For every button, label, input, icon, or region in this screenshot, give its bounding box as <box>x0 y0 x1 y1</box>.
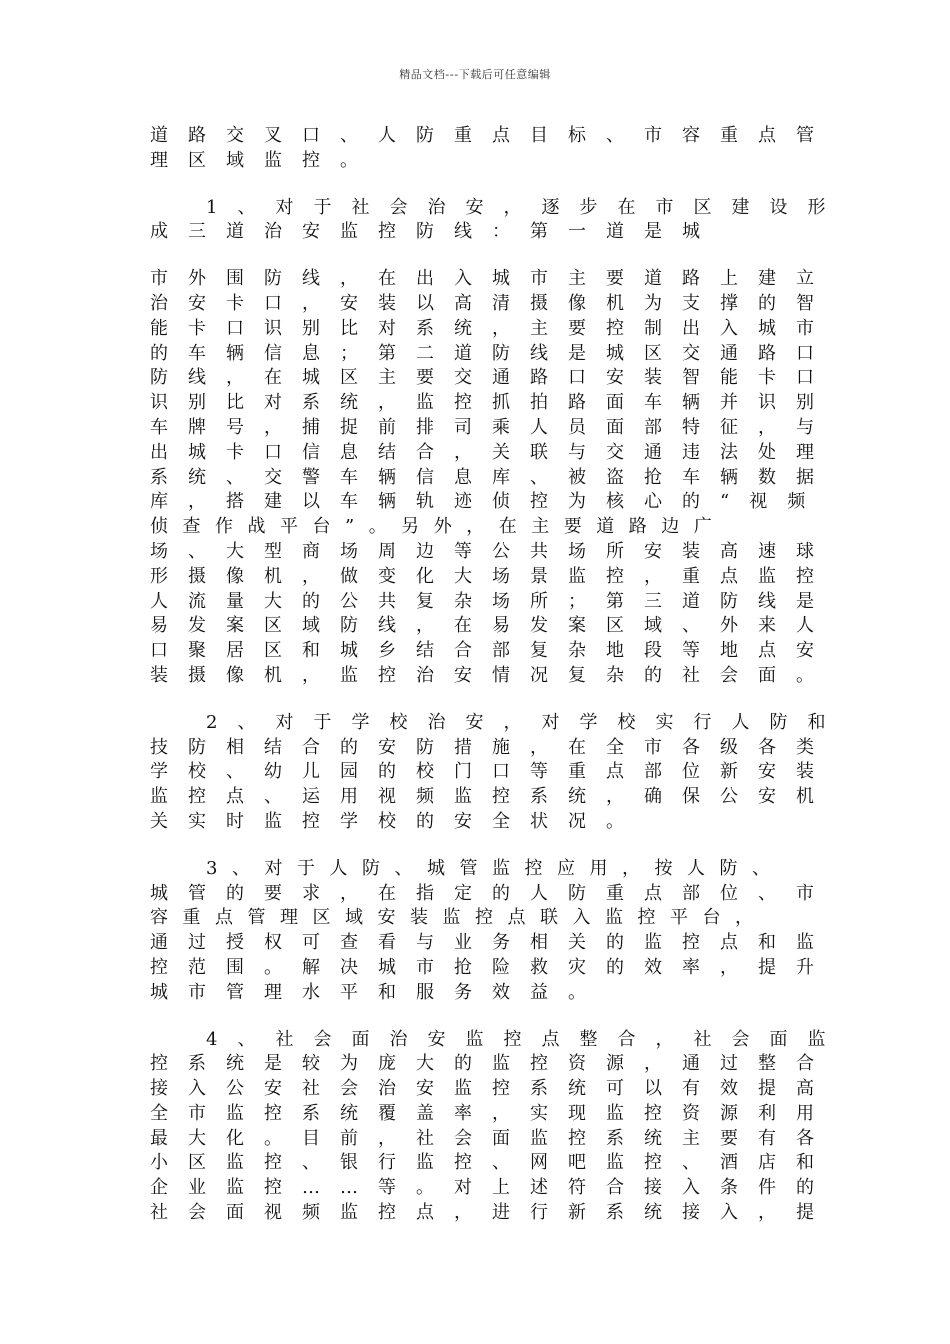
text-line: 企业监控……等。对上述符合接入条件的 <box>150 1177 834 1199</box>
text-line: 1、对于社会治安，逐步在市区建设形 <box>206 196 846 218</box>
text-line: 出城卡口信息结合，关联与交通违法处理 <box>150 441 834 463</box>
text-line: 关实时监控学校的安全状况。 <box>150 810 644 832</box>
text-line: 库，搭建以车辆轨迹侦控为核心的“视频 <box>150 491 826 513</box>
text-line: 全市监控系统覆盖率，实现监控资源利用 <box>150 1102 834 1124</box>
text-line: 市外围防线，在出入城市主要道路上建立 <box>150 268 834 290</box>
text-line: 形摄像机，做变化大场景监控，重点监控 <box>150 565 834 587</box>
text-line: 识别比对系统，监控抓拍路面车辆并识别 <box>150 392 834 414</box>
paragraph <box>150 267 834 689</box>
text-line: 人流量大的公共复杂场所；第三道防线是 <box>150 590 834 612</box>
text-line: 侦查作战平台”。另外，在主要道路边广 <box>150 516 727 538</box>
page-header: 精品文档---下载后可任意编辑 <box>399 68 551 81</box>
text-line: 易发案区域防线，在易发案区域、外来人 <box>150 615 834 637</box>
text-line: 道路交叉口、人防重点目标、市容重点管 <box>150 125 834 146</box>
text-line: 装摄像机，监控治安情况复杂的社会面。 <box>150 664 834 686</box>
text-line: 车牌号，捕捉前排司乘人员面部特征，与 <box>150 416 834 438</box>
paragraph <box>150 857 834 1006</box>
text-line: 监控点、运用视频监控系统，确保公安机 <box>150 786 834 808</box>
text-line: 4、社会面治安监控点整合，社会面监 <box>206 1028 846 1050</box>
text-line: 小区监控、银行监控、网吧监控、酒店和 <box>150 1152 834 1174</box>
text-line: 治安卡口，安装以高清摄像机为支撑的智 <box>150 292 834 314</box>
text-line: 3、对于人防、城管监控应用，按人防、 <box>206 857 785 879</box>
text-line: 通过授权可查看与业务相关的监控点和监 <box>150 932 834 954</box>
text-line: 的车辆信息；第二道防线是城区交通路口 <box>150 342 834 364</box>
text-line: 学校、幼儿园的校门口等重点部位新安装 <box>150 761 834 783</box>
paragraph <box>150 124 834 174</box>
text-line: 接入公安社会治安监控系统可以有效提高 <box>150 1078 834 1100</box>
paragraph <box>150 196 846 246</box>
text-line: 容重点管理区域安装监控点联入监控平台， <box>150 907 768 929</box>
text-line: 防线，在城区主要交通路口安装智能卡口 <box>150 367 834 389</box>
text-line: 系统、交警车辆信息库、被盗抢车辆数据 <box>150 466 834 488</box>
text-line: 2、对于学校治安，对学校实行人防和 <box>206 711 846 733</box>
document-body <box>150 124 846 1248</box>
text-line: 能卡口识别比对系统，主要控制出入城市 <box>150 317 834 339</box>
text-line: 最大化。目前，社会面监控系统主要有各 <box>150 1127 834 1149</box>
paragraph <box>150 711 846 835</box>
paragraph <box>150 1028 846 1226</box>
text-line: 场、大型商场周边等公共场所安装高速球 <box>150 540 834 562</box>
text-line: 控范围。解决城市抢险救灾的效率，提升 <box>150 956 834 978</box>
text-line: 城市管理水平和服务效益。 <box>150 981 606 1003</box>
text-line: 城管的要求，在指定的人防重点部位、市 <box>150 882 834 904</box>
text-line: 控系统是较为庞大的监控资源，通过整合 <box>150 1053 834 1075</box>
text-line: 理区域监控。 <box>150 149 378 171</box>
text-line: 技防相结合的安防措施，在全市各级各类 <box>150 736 834 758</box>
text-line: 口聚居区和城乡结合部复杂地段等地点安 <box>150 640 834 662</box>
text-line: 社会面视频监控点，进行新系统接入，提 <box>150 1202 834 1224</box>
text-line: 成三道治安监控防线：第一道是城 <box>150 221 720 243</box>
